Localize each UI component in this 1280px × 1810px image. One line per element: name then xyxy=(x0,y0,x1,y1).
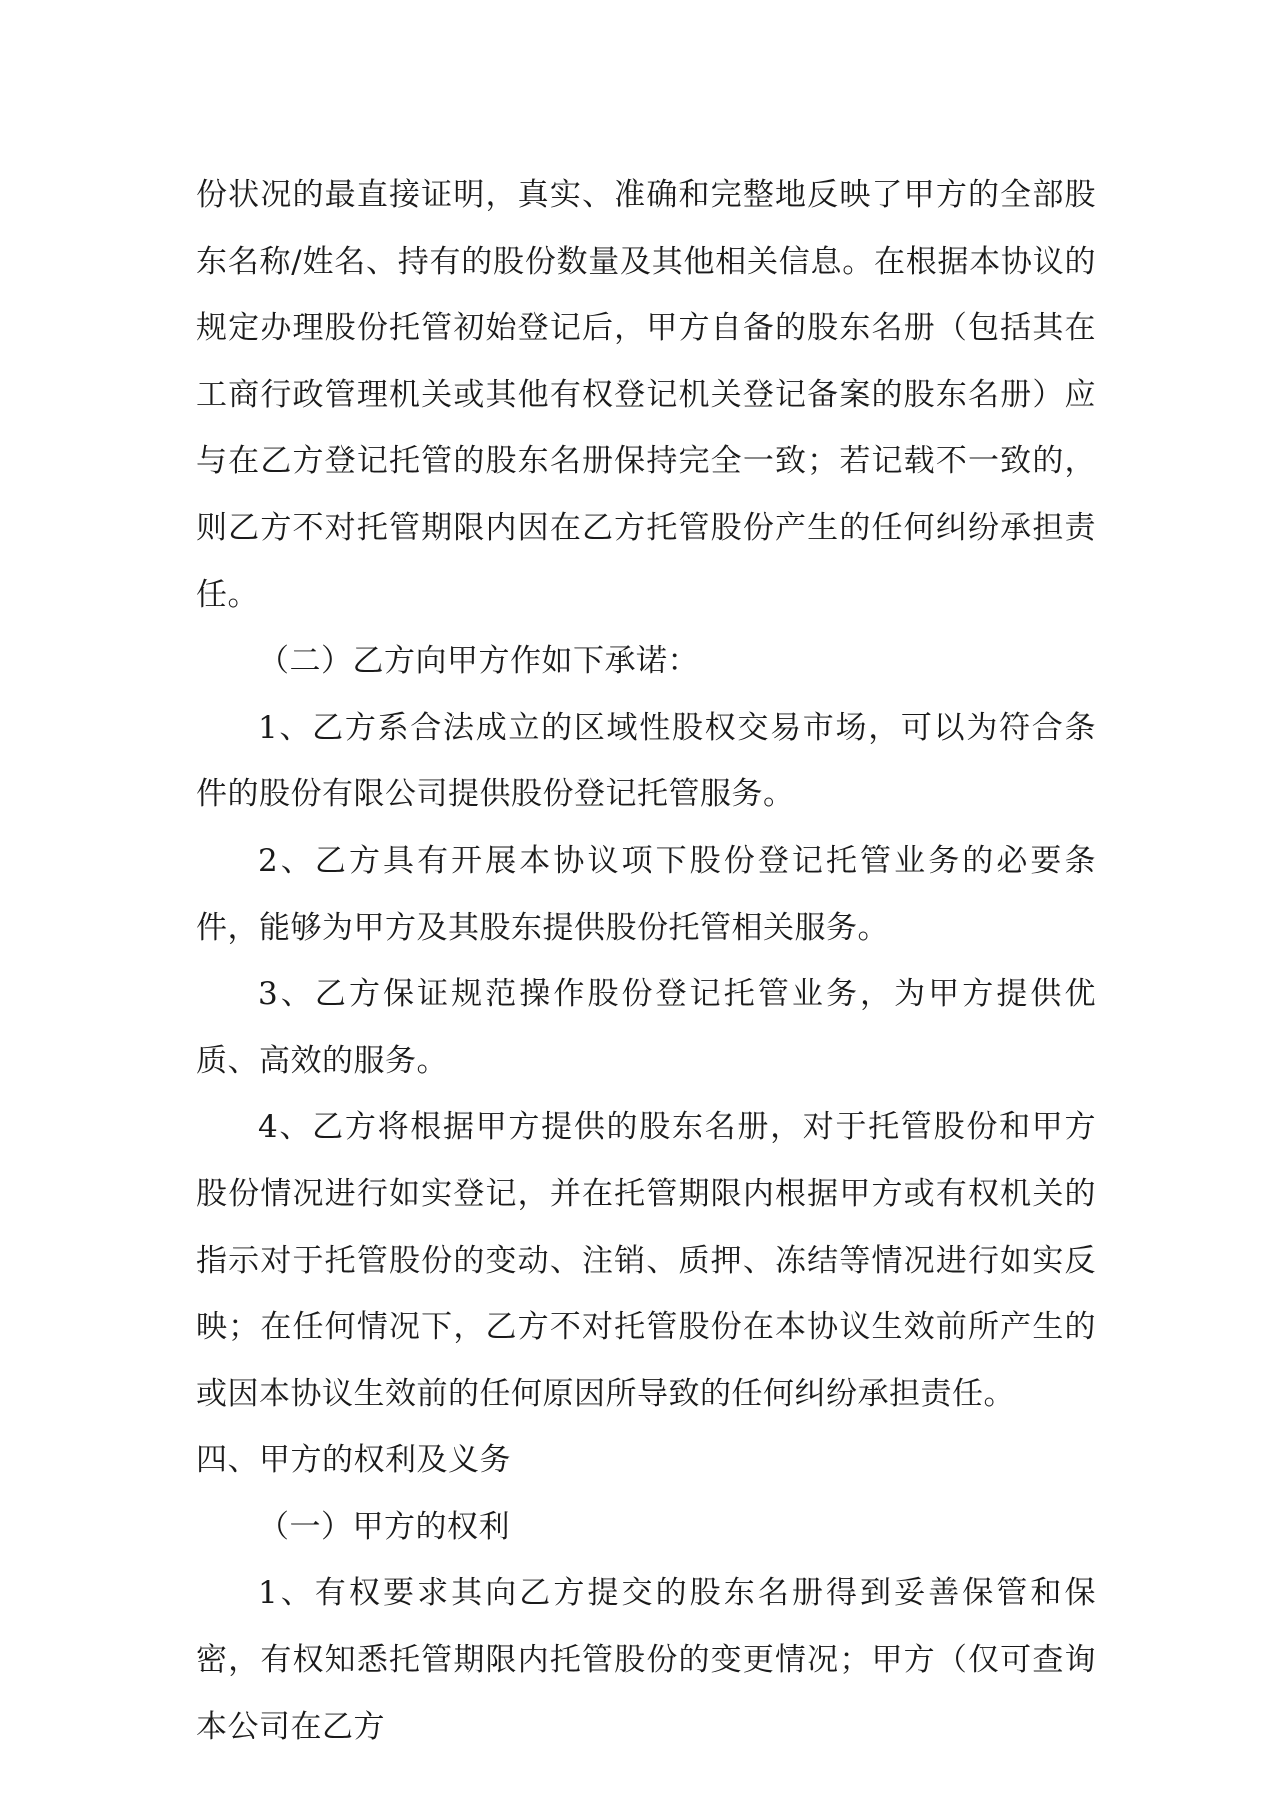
section-subheading-party-a-rights: （一）甲方的权利 xyxy=(258,1508,510,1545)
clause-item-1: 1、乙方系合法成立的区域性股权交易市场，可以为符合条件的股份有限公司提供股份登记托管服务。 xyxy=(196,709,1096,813)
section-heading-party-a-rights: 四、甲方的权利及义务 xyxy=(196,1442,511,1479)
clause-item-3: 3、乙方保证规范操作股份登记托管业务，为甲方提供优质、高效的服务。 xyxy=(196,976,1096,1079)
section-subheading-commitments: （二）乙方向甲方作如下承诺： xyxy=(258,643,699,680)
clause-item-rights-1: 1、有权要求其向乙方提交的股东名册得到妥善保管和保密，有权知悉托管期限内托管股份的变更情况；甲方（仅可查询本公司在乙方 xyxy=(196,1575,1096,1745)
clause-item-4: 4、乙方将根据甲方提供的股东名册，对于托管股份和甲方股份情况进行如实登记，并在托管期限内根据甲方或有权机关的指示对于托管股份的变动、注销、质押、冻结等情况进行如实反映；在任何情况下，乙方不对托管股份在本协议生效前所产生的或因本协议生效前的任何原因所导致的任何纠纷承担责任。 xyxy=(196,1109,1096,1412)
document-body xyxy=(196,162,1096,1760)
clause-item-2: 2、乙方具有开展本协议项下股份登记托管业务的必要条件，能够为甲方及其股东提供股份托管相关服务。 xyxy=(196,842,1096,946)
paragraph-continuation: 份状况的最直接证明，真实、准确和完整地反映了甲方的全部股东名称/姓名、持有的股份数量及其他相关信息。在根据本协议的规定办理股份托管初始登记后，甲方自备的股东名册（包括其在工商行政管理机关或其他有权登记机关登记备案的股东名册）应与在乙方登记托管的股东名册保持完全一致；若记载不一致的，则乙方不对托管期限内因在乙方托管股份产生的任何纠纷承担责任。 xyxy=(196,177,1096,613)
